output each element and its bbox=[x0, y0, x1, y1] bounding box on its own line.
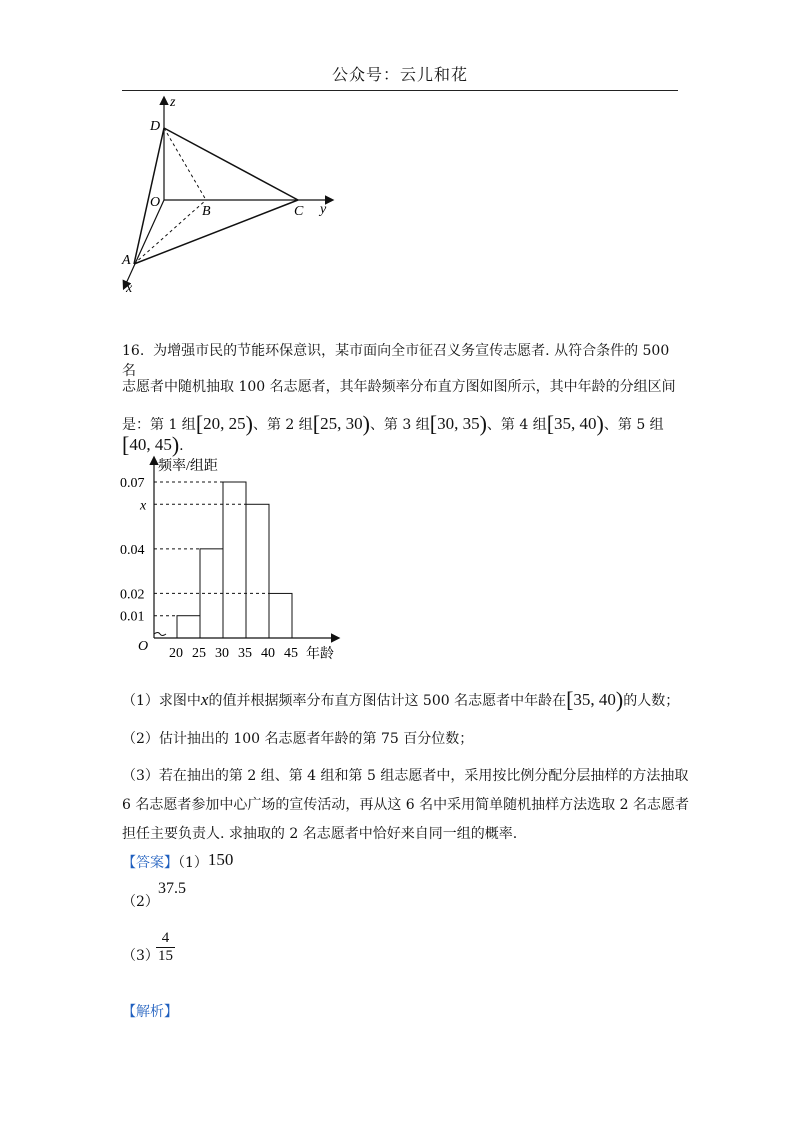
hist-xtick-label: 20 bbox=[169, 646, 183, 661]
hist-ytick-label: x bbox=[140, 498, 147, 514]
group-1-interval: 20, 25 bbox=[203, 414, 246, 433]
page-header-title: 公众号：云儿和花 bbox=[331, 65, 468, 84]
label-B: B bbox=[202, 204, 211, 219]
question-2: （2）估计抽出的 100 名志愿者年龄的第 75 百分位数； bbox=[122, 731, 474, 747]
question-3-line-1: （3）若在抽出的第 2 组、第 4 组和第 5 组志愿者中，采用按比例分配分层抽样的方法抽取 bbox=[122, 768, 689, 784]
analysis-tag: 【解析】 bbox=[122, 1004, 178, 1020]
answer-3-denominator: 15 bbox=[158, 948, 173, 964]
answer-2-value: 37.5 bbox=[158, 880, 186, 897]
analysis-section bbox=[122, 1002, 682, 1022]
answer-1-value: 150 bbox=[207, 850, 234, 869]
group-3-interval: 30, 35 bbox=[437, 414, 480, 433]
edge-AB bbox=[134, 200, 206, 264]
answer-3-label: （3） bbox=[122, 948, 159, 964]
label-C: C bbox=[294, 204, 304, 219]
hist-xtick-label: 40 bbox=[261, 646, 275, 661]
problem-number: 16. bbox=[122, 343, 145, 359]
answer-3-numerator: 4 bbox=[161, 930, 170, 946]
problem-groups-line: 是：第 1 组[20, 25)、第 2 组[25, 30)、第 3 组[30, 35)、第 4 组[35, 40)、第 5 组[40, 45). bbox=[122, 411, 664, 457]
question-3-line-3: 担任主要负责人. 求抽取的 2 名志愿者中恰好来自同一组的概率. bbox=[122, 826, 518, 842]
hist-bar bbox=[269, 593, 292, 638]
label-D: D bbox=[150, 119, 161, 134]
group-2-label: 、第 2 组 bbox=[252, 417, 313, 433]
hist-ytick-label: 0.01 bbox=[120, 609, 145, 625]
hist-xlabel: 年龄 bbox=[306, 647, 334, 662]
group-4-interval: 35, 40 bbox=[554, 414, 597, 433]
group-5-label: 、第 5 组 bbox=[603, 417, 664, 433]
hist-xtick-label: 30 bbox=[215, 646, 229, 661]
edge-DC bbox=[164, 128, 298, 200]
q1-interval: 35, 40 bbox=[573, 690, 616, 709]
x-axis bbox=[124, 200, 164, 288]
hist-ylabel: 频率/组距 bbox=[158, 459, 218, 474]
answer-tag: 【答案】 bbox=[122, 855, 178, 871]
question-3-line-2: 6 名志愿者参加中心广场的宣传活动，再从这 6 名中采用简单随机抽样方法选取 2 名志愿者 bbox=[122, 797, 689, 813]
hist-ytick-label: 0.07 bbox=[120, 476, 145, 491]
answer-1: 【答案】（1）150 bbox=[122, 850, 234, 871]
group-3-label: 、第 3 组 bbox=[369, 417, 430, 433]
answer-3-fraction bbox=[156, 930, 175, 965]
hist-xtick-label: 25 bbox=[192, 646, 206, 661]
group-1-label: 第 1 组 bbox=[150, 417, 196, 433]
hist-bar bbox=[177, 616, 200, 638]
group-5-interval: 40, 45 bbox=[129, 435, 172, 454]
frequency-histogram bbox=[118, 452, 358, 667]
hist-ytick-label: 0.02 bbox=[120, 587, 145, 603]
label-z: z bbox=[170, 95, 176, 110]
label-y: y bbox=[320, 202, 327, 217]
group-4-label: 、第 4 组 bbox=[486, 417, 547, 433]
header-divider bbox=[122, 90, 678, 91]
hist-bar bbox=[246, 504, 269, 638]
label-O: O bbox=[150, 195, 161, 210]
q1-variable: x bbox=[200, 690, 209, 709]
axis-break-icon bbox=[154, 633, 166, 636]
problem-text-2: 志愿者中随机抽取 100 名志愿者，其年龄频率分布直方图如图所示，其中年龄的分组区间 bbox=[122, 379, 676, 395]
hist-xtick-label: 35 bbox=[238, 646, 252, 661]
answer-2-label: （2） bbox=[122, 894, 159, 910]
hist-origin: O bbox=[138, 639, 149, 654]
label-x: x bbox=[126, 281, 133, 296]
hist-xtick-label: 45 bbox=[284, 646, 298, 661]
question-1: （1）求图中x的值并根据频率分布直方图估计这 500 名志愿者中年龄在[35, 40)的人数； bbox=[122, 687, 680, 712]
pyramid-figure bbox=[110, 92, 340, 302]
hist-ytick-label: 0.04 bbox=[120, 542, 145, 558]
group-2-interval: 25, 30 bbox=[320, 414, 363, 433]
problem-text-1: 为增强市民的节能环保意识，某市面向全市征召义务宣传志愿者. 从符合条件的 500 名 bbox=[122, 343, 670, 379]
problem-line-1 bbox=[122, 341, 682, 381]
hist-bar bbox=[223, 482, 246, 638]
label-A: A bbox=[122, 253, 131, 268]
